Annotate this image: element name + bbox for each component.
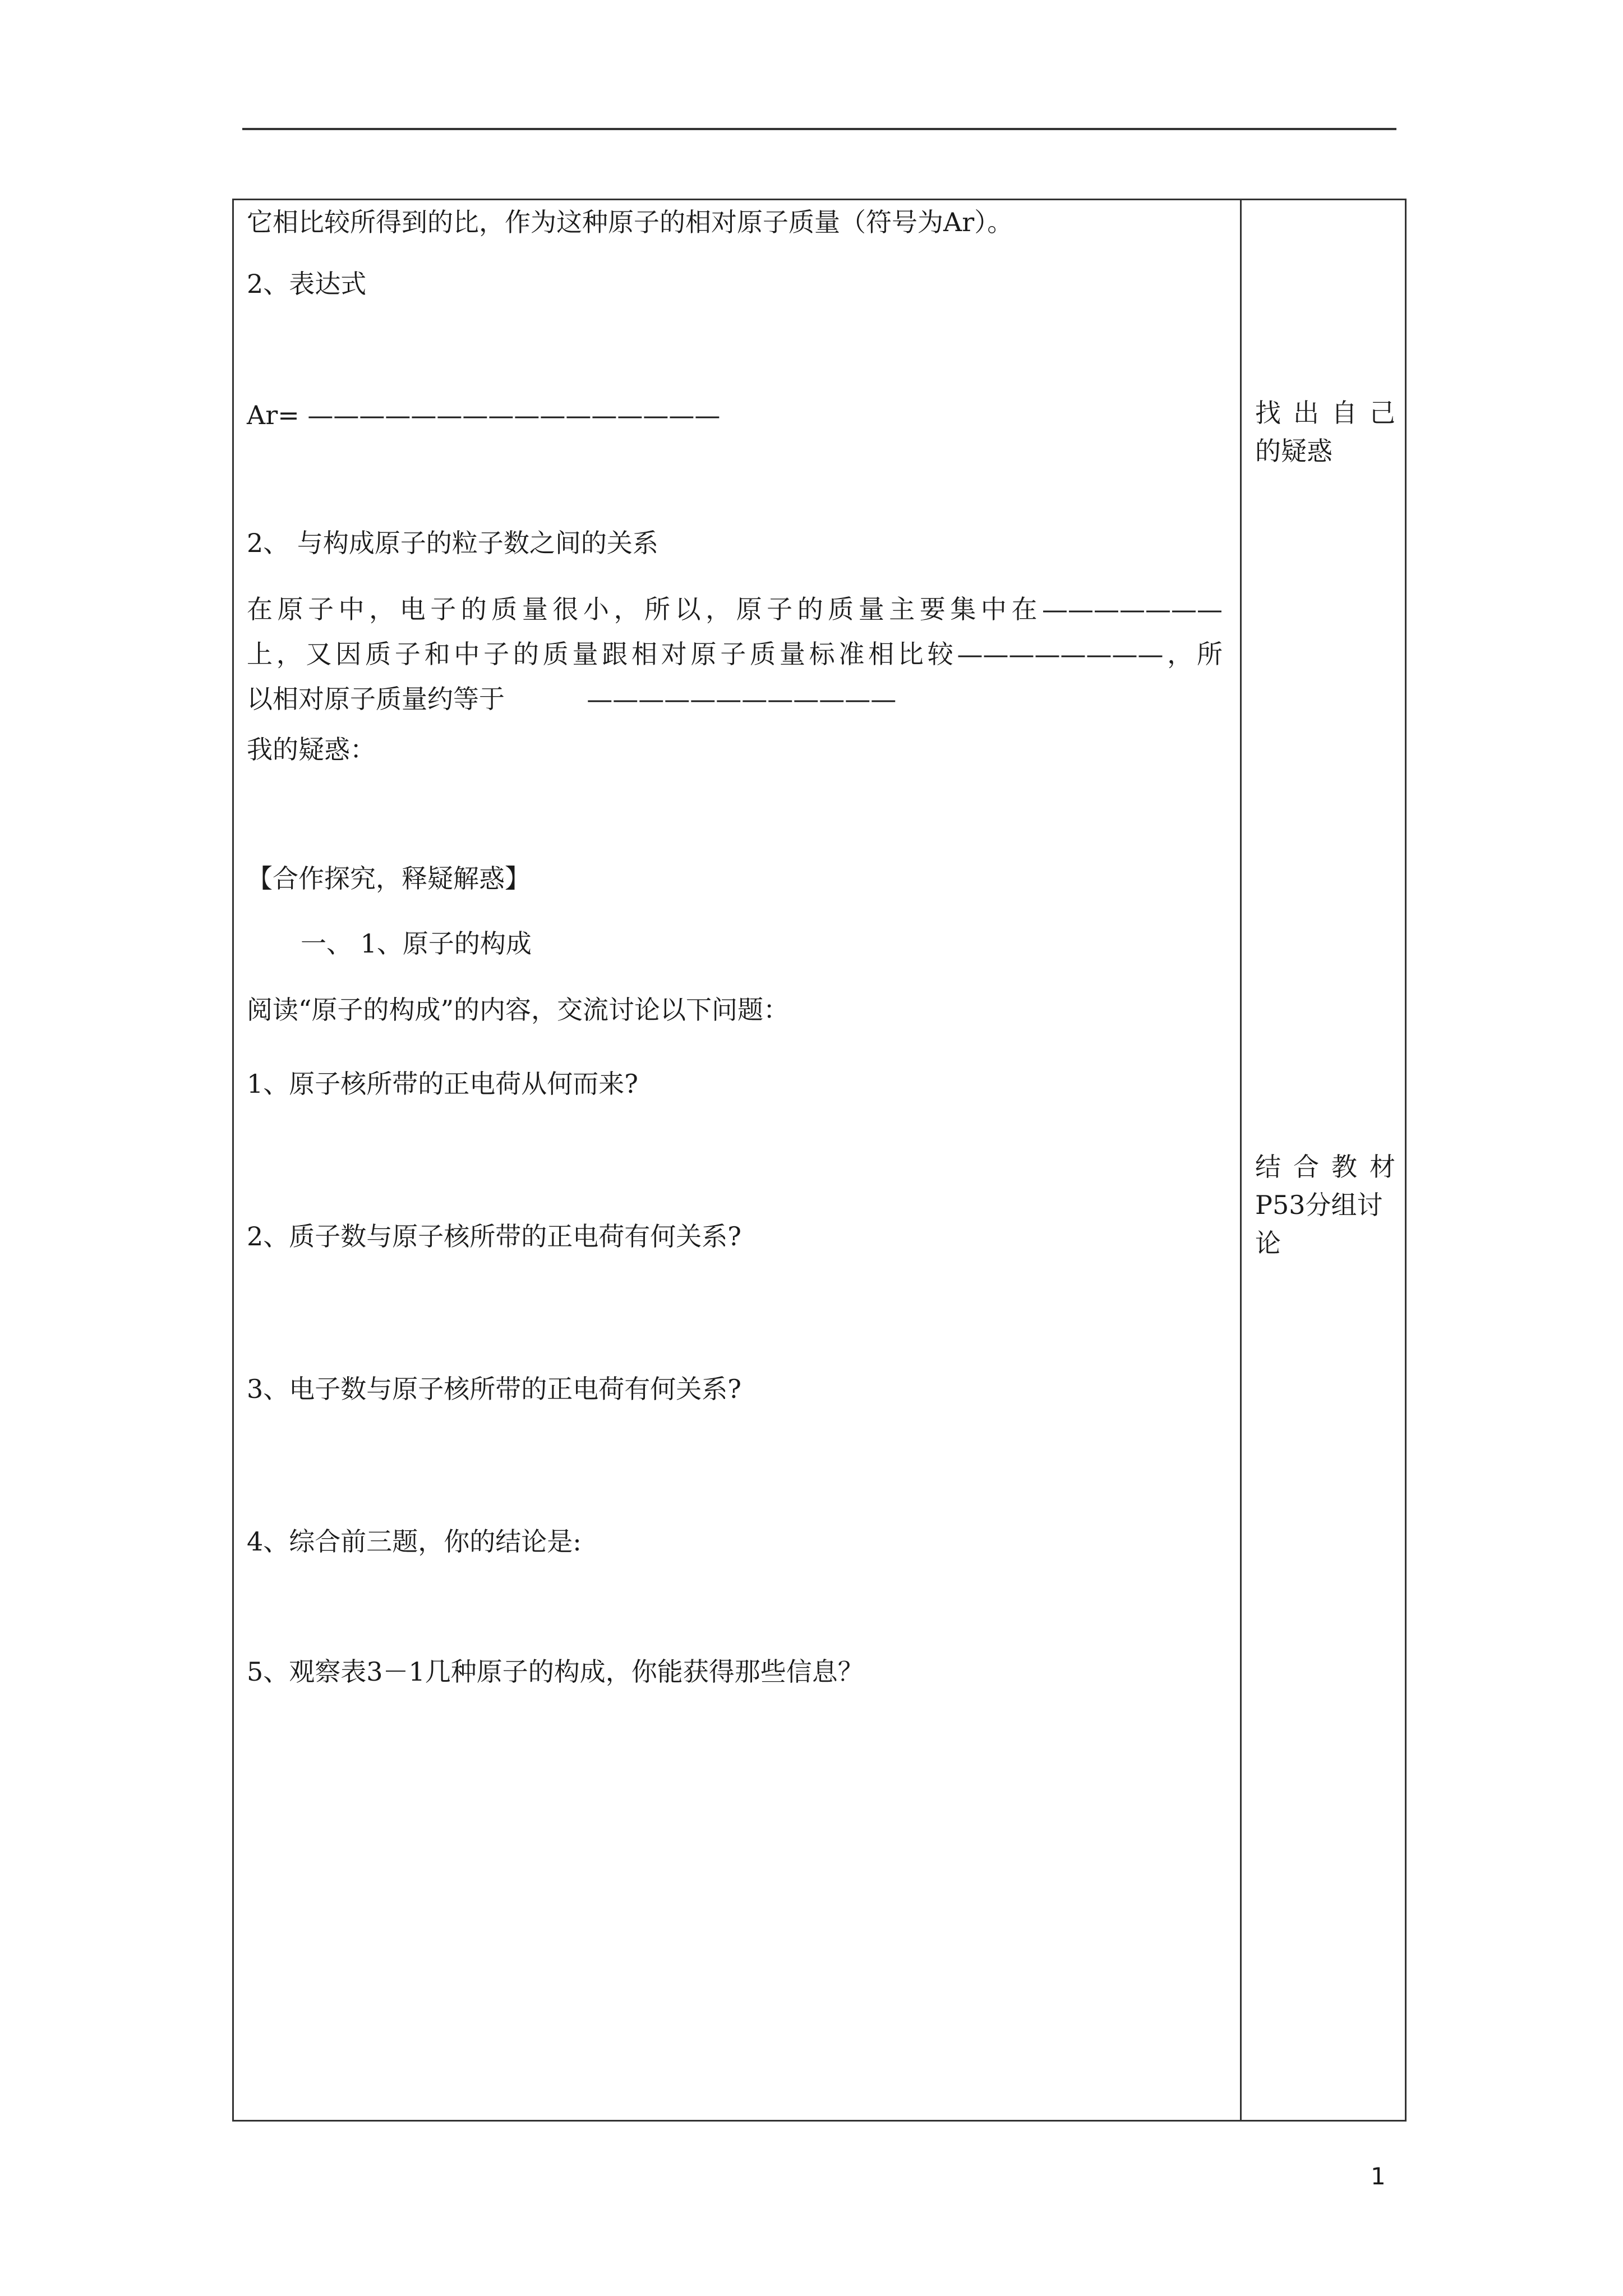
relation-heading: 2、 与构成原子的粒子数之间的关系 xyxy=(247,528,658,558)
relation-line-3: 以相对原子质量约等于 ———————————— xyxy=(247,684,897,714)
worksheet-table xyxy=(232,199,1407,2122)
question-3: 3、电子数与原子核所带的正电荷有何关系? xyxy=(247,1374,741,1404)
relation-line-2: 上，又因质子和中子的质量跟相对原子质量标准相比较————————，所 xyxy=(247,639,1223,669)
question-5: 5、观察表3－1几种原子的构成，你能获得那些信息？ xyxy=(247,1657,864,1687)
reading-instruction: 阅读“原子的构成”的内容，交流讨论以下问题： xyxy=(247,995,790,1025)
definition-continuation: 它相比较所得到的比，作为这种原子的相对原子质量（符号为Ar）。 xyxy=(247,207,1013,237)
relation-paragraph xyxy=(247,587,1223,721)
side-note-doubts-line-2: 的疑惑 xyxy=(1255,436,1332,466)
column-divider xyxy=(1240,200,1242,2120)
side-note-discussion-line-2: P53分组讨 xyxy=(1255,1190,1383,1220)
question-4: 4、综合前三题，你的结论是: xyxy=(247,1526,582,1557)
header-rule xyxy=(242,128,1396,130)
expression-formula: Ar= ———————————————— xyxy=(247,400,721,430)
relation-line-1: 在原子中，电子的质量很小，所以，原子的质量主要集中在——————— xyxy=(247,594,1223,624)
my-doubts-label: 我的疑惑： xyxy=(247,734,376,765)
question-1: 1、原子核所带的正电荷从何而来? xyxy=(247,1069,638,1099)
side-note-discussion-line-1: 结合教材 xyxy=(1255,1152,1395,1182)
side-note-doubts-line-1: 找出自己 xyxy=(1255,398,1395,428)
cooperation-heading: 【合作探究，释疑解惑】 xyxy=(247,863,531,894)
section-one-title: 一、 1、原子的构成 xyxy=(301,928,532,959)
question-2: 2、质子数与原子核所带的正电荷有何关系? xyxy=(247,1221,741,1251)
side-note-discussion-line-3: 论 xyxy=(1255,1228,1281,1258)
expression-heading: 2、表达式 xyxy=(247,269,367,299)
page-number: 1 xyxy=(1371,2162,1386,2190)
